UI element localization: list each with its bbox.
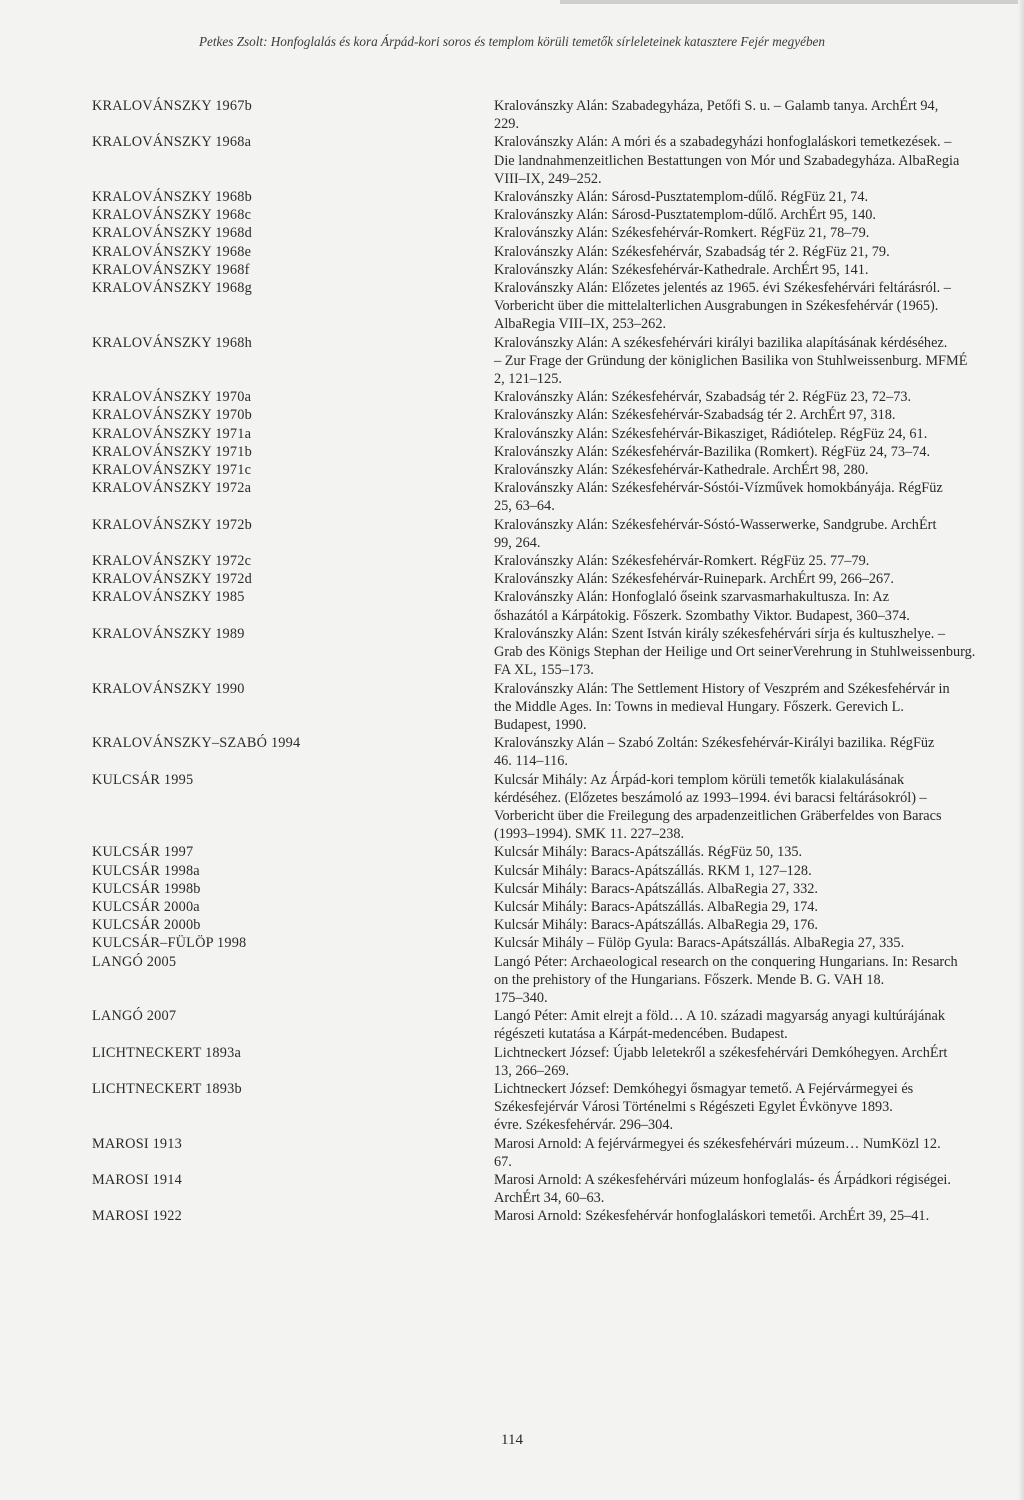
reference-line: Kralovánszky Alán: Sárosd-Pusztatemplom-dűlő. ArchÉrt 95, 140. [494, 207, 876, 224]
entry-reference [494, 934, 976, 952]
entry-key: LICHTNECKERT 1893b [92, 1080, 242, 1097]
entry-reference [494, 443, 976, 461]
entry-reference [494, 261, 976, 279]
entry-reference [494, 461, 976, 479]
entry-reference [494, 916, 976, 934]
bibliography-entry [92, 461, 1006, 479]
entry-reference [494, 425, 976, 443]
scan-artifact [560, 0, 1024, 4]
bibliography-entry [92, 734, 1006, 770]
reference-line: – Zur Frage der Gründung der königlichen Basilika von Stuhlweissenburg. MFMÉ [494, 352, 968, 369]
reference-line: Kralovánszky Alán: Szent István király székesfehérvári sírja és kultuszhelye. – [494, 625, 946, 642]
entry-key: LANGÓ 2005 [92, 953, 177, 970]
bibliography-entry [92, 443, 1006, 461]
reference-line: Kralovánszky Alán: Sárosd-Pusztatemplom-dűlő. RégFüz 21, 74. [494, 189, 869, 206]
bibliography-entry [92, 898, 1006, 916]
reference-line: Kralovánszky Alán: Honfoglaló őseink szarvasmarhakultusza. In: Az [494, 589, 890, 606]
entry-key: KRALOVÁNSZKY 1968a [92, 134, 252, 151]
entry-reference [494, 843, 976, 861]
entry-key: KRALOVÁNSZKY 1972b [92, 516, 252, 533]
bibliography-entry [92, 1135, 1006, 1171]
bibliography-entry [92, 680, 1006, 735]
reference-line: Vorbericht über die mittelalterlichen Ausgrabungen in Székesfehérvár (1965). [494, 298, 939, 315]
reference-line: Kralovánszky Alán: Székesfehérvár-Bazilika (Romkert). RégFüz 24, 73–74. [494, 443, 931, 460]
bibliography-entry [92, 279, 1006, 334]
reference-line: Kulcsár Mihály: Baracs-Apátszállás. RKM 1, 127–128. [494, 862, 812, 879]
entry-reference [494, 388, 976, 406]
entry-key: KRALOVÁNSZKY 1968f [92, 261, 250, 278]
entry-reference [494, 243, 976, 261]
bibliography-entry [92, 334, 1006, 389]
entry-reference [494, 570, 976, 588]
bibliography-entry [92, 188, 1006, 206]
entry-key: KULCSÁR 2000b [92, 917, 201, 934]
reference-line: 25, 63–64. [494, 498, 555, 515]
bibliography-entry [92, 388, 1006, 406]
entry-key: KRALOVÁNSZKY 1968e [92, 243, 252, 260]
entry-key: MAROSI 1914 [92, 1171, 182, 1188]
entry-key: KULCSÁR 1998a [92, 862, 200, 879]
entry-key: KRALOVÁNSZKY 1970a [92, 389, 252, 406]
entry-reference [494, 680, 976, 735]
entry-reference [494, 880, 976, 898]
reference-line: Kralovánszky Alán: Székesfehérvár-Kathedrale. ArchÉrt 95, 141. [494, 261, 869, 278]
entry-reference [494, 406, 976, 424]
entry-reference [494, 625, 976, 680]
scan-edge [1018, 0, 1024, 1500]
reference-line: the Middle Ages. In: Towns in medieval Hungary. Főszerk. Gerevich L. [494, 698, 904, 715]
reference-line: Marosi Arnold: A fejérvármegyei és székesfehérvári múzeum… NumKözl 12. [494, 1135, 941, 1152]
reference-line: VIII–IX, 249–252. [494, 170, 602, 187]
bibliography-entry [92, 953, 1006, 1008]
bibliography-entry [92, 880, 1006, 898]
entry-reference [494, 188, 976, 206]
reference-line: Marosi Arnold: A székesfehérvári múzeum honfoglalás- és Árpádkori régiségei. [494, 1171, 951, 1188]
entry-reference [494, 206, 976, 224]
reference-line: on the prehistory of the Hungarians. Főszerk. Mende B. G. VAH 18. [494, 971, 885, 988]
reference-line: évre. Székesfehérvár. 296–304. [494, 1117, 674, 1134]
entry-key: KRALOVÁNSZKY 1972a [92, 480, 252, 497]
reference-line: Kralovánszky Alán: Székesfehérvár-Romkert. RégFüz 21, 78–79. [494, 225, 870, 242]
reference-line: Kulcsár Mihály: Baracs-Apátszállás. RégFüz 50, 135. [494, 844, 803, 861]
entry-reference [494, 479, 976, 515]
entry-key: KRALOVÁNSZKY 1985 [92, 589, 245, 606]
reference-line: őshazától a Kárpátokig. Főszerk. Szombathy Viktor. Budapest, 360–374. [494, 607, 910, 624]
reference-line: (1993–1994). SMK 11. 227–238. [494, 826, 685, 843]
reference-line: 99, 264. [494, 534, 541, 551]
reference-line: Marosi Arnold: Székesfehérvár honfoglaláskori temetői. ArchÉrt 39, 25–41. [494, 1208, 930, 1225]
entry-reference [494, 953, 976, 1008]
reference-line: Kulcsár Mihály: Baracs-Apátszállás. AlbaRegia 29, 174. [494, 898, 818, 915]
bibliography-entry [92, 625, 1006, 680]
entry-reference [494, 97, 976, 133]
entry-key: KULCSÁR 1998b [92, 880, 201, 897]
bibliography-entry [92, 588, 1006, 624]
reference-line: Budapest, 1990. [494, 716, 587, 733]
entry-reference [494, 588, 976, 624]
reference-line: Kulcsár Mihály: Baracs-Apátszállás. AlbaRegia 27, 332. [494, 880, 818, 897]
reference-line: Kulcsár Mihály: Az Árpád-kori templom körüli temetők kialakulásának [494, 771, 905, 788]
entry-key: KULCSÁR 2000a [92, 898, 200, 915]
entry-key: KRALOVÁNSZKY 1972d [92, 571, 252, 588]
bibliography-entry [92, 516, 1006, 552]
reference-line: FA XL, 155–173. [494, 662, 594, 679]
reference-line: ArchÉrt 34, 60–63. [494, 1190, 605, 1207]
reference-line: Kralovánszky Alán: A móri és a szabadegyházi honfoglaláskori temetkezések. – [494, 134, 952, 151]
reference-line: Kralovánszky Alán: Székesfehérvár, Szabadság tér 2. RégFüz 21, 79. [494, 243, 890, 260]
entry-key: KRALOVÁNSZKY 1990 [92, 680, 245, 697]
bibliography-entry [92, 771, 1006, 844]
entry-key: KRALOVÁNSZKY 1968g [92, 280, 252, 297]
reference-line: 46. 114–116. [494, 753, 568, 770]
bibliography-entry [92, 1207, 1006, 1225]
bibliography-entry [92, 570, 1006, 588]
entry-reference [494, 1080, 976, 1135]
reference-line: Kulcsár Mihály – Fülöp Gyula: Baracs-Apátszállás. AlbaRegia 27, 335. [494, 935, 905, 952]
bibliography-entry [92, 243, 1006, 261]
bibliography-entry [92, 1044, 1006, 1080]
reference-line: Kralovánszky Alán: Székesfehérvár-Ruinepark. ArchÉrt 99, 266–267. [494, 571, 894, 588]
entry-key: KRALOVÁNSZKY 1970b [92, 407, 252, 424]
entry-key: KULCSÁR 1995 [92, 771, 194, 788]
entry-key: KULCSÁR 1997 [92, 844, 194, 861]
page-number: 114 [501, 1432, 523, 1448]
bibliography-entry [92, 406, 1006, 424]
reference-line: Kralovánszky Alán: Székesfehérvár-Bikasziget, Rádiótelep. RégFüz 24, 61. [494, 425, 928, 442]
bibliography-list [92, 97, 1006, 1226]
entry-key: KRALOVÁNSZKY 1968d [92, 225, 252, 242]
reference-line: kérdéséhez. (Előzetes beszámoló az 1993–1994. évi baracsi feltárásokról) – [494, 789, 927, 806]
entry-reference [494, 1007, 976, 1043]
entry-key: KRALOVÁNSZKY 1967b [92, 98, 252, 114]
reference-line: Vorbericht über die Freilegung des arpadenzeitlichen Gräberfeldes von Baracs [494, 807, 942, 824]
reference-line: Kralovánszky Alán: Székesfehérvár-Szabadság tér 2. ArchÉrt 97, 318. [494, 407, 896, 424]
bibliography-entry [92, 224, 1006, 242]
bibliography-entry [92, 1007, 1006, 1043]
reference-line: Kralovánszky Alán: A székesfehérvári királyi bazilika alapításának kérdéséhez. [494, 334, 948, 351]
entry-key: KRALOVÁNSZKY 1968b [92, 189, 252, 206]
entry-key: KRALOVÁNSZKY 1968c [92, 207, 252, 224]
bibliography-entry [92, 843, 1006, 861]
reference-line: 229. [494, 116, 520, 133]
bibliography-entry [92, 206, 1006, 224]
reference-line: Kralovánszky Alán: The Settlement History of Veszprém and Székesfehérvár in [494, 680, 950, 697]
reference-line: Die landnahmenzeitlichen Bestattungen von Mór und Szabadegyháza. AlbaRegia [494, 152, 960, 169]
reference-line: Kralovánszky Alán: Előzetes jelentés az 1965. évi Székesfehérvári feltárásról. – [494, 280, 951, 297]
entry-key: MAROSI 1922 [92, 1208, 182, 1225]
entry-reference [494, 1207, 976, 1225]
reference-line: Kralovánszky Alán: Székesfehérvár-Sóstói-Vízművek homokbányája. RégFüz [494, 480, 943, 497]
entry-reference [494, 279, 976, 334]
entry-key: KRALOVÁNSZKY 1968h [92, 334, 252, 351]
bibliography-entry [92, 552, 1006, 570]
reference-line: Kralovánszky Alán: Szabadegyháza, Petőfi S. u. – Galamb tanya. ArchÉrt 94, [494, 98, 939, 114]
entry-reference [494, 1171, 976, 1207]
reference-line: Kralovánszky Alán: Székesfehérvár-Romkert. RégFüz 25. 77–79. [494, 553, 870, 570]
reference-line: Kralovánszky Alán: Székesfehérvár-Kathedrale. ArchÉrt 98, 280. [494, 462, 869, 479]
entry-reference [494, 898, 976, 916]
entry-reference [494, 771, 976, 844]
entry-reference [494, 862, 976, 880]
entry-reference [494, 224, 976, 242]
entry-reference [494, 334, 976, 389]
reference-line: Kralovánszky Alán: Székesfehérvár-Sóstó-Wasserwerke, Sandgrube. ArchÉrt [494, 516, 937, 533]
entry-key: KRALOVÁNSZKY 1971c [92, 462, 252, 479]
entry-key: LANGÓ 2007 [92, 1008, 177, 1025]
bibliography-entry [92, 862, 1006, 880]
bibliography-entry [92, 479, 1006, 515]
bibliography-entry [92, 97, 1006, 133]
entry-reference [494, 552, 976, 570]
entry-key: KRALOVÁNSZKY 1971b [92, 443, 252, 460]
reference-line: Langó Péter: Archaeological research on the conquering Hungarians. In: Resarch [494, 953, 958, 970]
entry-key: KRALOVÁNSZKY 1972c [92, 553, 252, 570]
entry-key: KRALOVÁNSZKY–SZABÓ 1994 [92, 735, 301, 752]
reference-line: régészeti kutatása a Kárpát-medencében. Budapest. [494, 1026, 788, 1043]
bibliography-entry [92, 916, 1006, 934]
entry-reference [494, 1044, 976, 1080]
entry-reference [494, 1135, 976, 1171]
bibliography-entry [92, 133, 1006, 188]
entry-reference [494, 734, 976, 770]
reference-line: Grab des Königs Stephan der Heilige und Ort seinerVerehrung in Stuhlweissenburg. [494, 644, 976, 661]
reference-line: Lichtneckert József: Demkóhegyi ősmagyar temető. A Fejérvármegyei és [494, 1080, 914, 1097]
reference-line: 13, 266–269. [494, 1062, 570, 1079]
entry-reference [494, 133, 976, 188]
bibliography-entry [92, 1171, 1006, 1207]
entry-reference [494, 516, 976, 552]
reference-line: AlbaRegia VIII–IX, 253–262. [494, 316, 667, 333]
bibliography-entry [92, 934, 1006, 952]
reference-line: Langó Péter: Amit elrejt a föld… A 10. századi magyarság anyagi kultúrájának [494, 1008, 946, 1025]
bibliography-entry [92, 1080, 1006, 1135]
reference-line: 2, 121–125. [494, 371, 562, 388]
reference-line: 175–340. [494, 989, 548, 1006]
bibliography-entry [92, 425, 1006, 443]
reference-line: Székesfejérvár Városi Történelmi s Régészeti Egylet Évkönyve 1893. [494, 1099, 893, 1116]
reference-line: Kulcsár Mihály: Baracs-Apátszállás. AlbaRegia 29, 176. [494, 917, 818, 934]
entry-key: KRALOVÁNSZKY 1989 [92, 625, 245, 642]
entry-key: KRALOVÁNSZKY 1971a [92, 425, 252, 442]
entry-key: MAROSI 1913 [92, 1135, 182, 1152]
reference-line: Kralovánszky Alán: Székesfehérvár, Szabadság tér 2. RégFüz 23, 72–73. [494, 389, 912, 406]
entry-key: KULCSÁR–FÜLÖP 1998 [92, 935, 247, 952]
reference-line: 67. [494, 1153, 512, 1170]
bibliography-entry [92, 261, 1006, 279]
reference-line: Lichtneckert József: Újabb leletekről a székesfehérvári Demkóhegyen. ArchÉrt [494, 1044, 948, 1061]
running-header: Petkes Zsolt: Honfoglalás és kora Árpád-kori soros és templom körüli temetők sírleleteinek katasztere Fejér megyében [198, 34, 826, 49]
reference-line: Kralovánszky Alán – Szabó Zoltán: Székesfehérvár-Királyi bazilika. RégFüz [494, 735, 935, 752]
entry-key: LICHTNECKERT 1893a [92, 1044, 242, 1061]
